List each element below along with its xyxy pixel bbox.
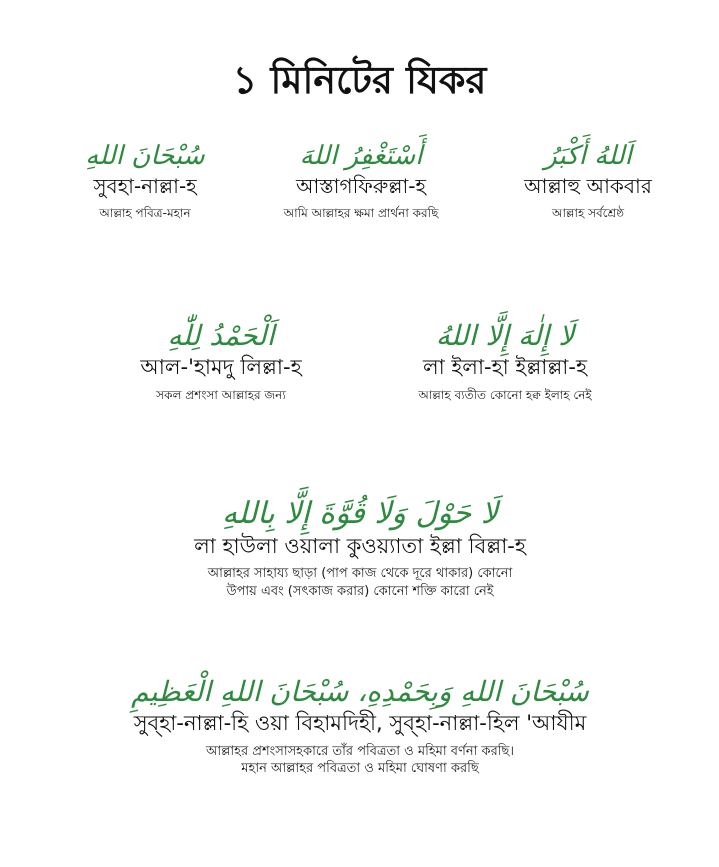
- dhikr-card-astaghfirullah: [245, 140, 477, 221]
- transliteration-text: লা হাউলা ওয়ালা কুওয়্যাতা ইল্লা বিল্লা-হ: [194, 534, 526, 558]
- arabic-text: لَا حَوْلَ وَلَا قُوَّةَ إِلَّا بِاللهِ: [222, 496, 498, 531]
- arabic-text: أَسْتَغْفِرُ اللهَ: [299, 141, 423, 171]
- meaning-text: [468, 205, 708, 221]
- meaning-line: আল্লাহ সর্বশ্রেষ্ঠ: [551, 205, 625, 220]
- arabic-text: سُبْحَانَ اللهِ: [85, 141, 205, 171]
- dhikr-card-la-ilaha-illallah: [355, 318, 655, 403]
- dhikr-card-subhanallah: [40, 140, 250, 221]
- arabic-text: اَللهُ أَكْبَرُ: [544, 141, 632, 171]
- meaning-line: আল্লাহ ব্যতীত কোনো হক্ব ইলাহ নেই: [418, 387, 592, 402]
- dhikr-card-subhanallahi-wa-bihamdihi: [20, 674, 700, 778]
- dhikr-card-allahu-akbar: [468, 140, 708, 221]
- transliteration-text: আস্তাগফিরুল্লা-হ: [295, 173, 427, 198]
- arabic-text: اَلْحَمْدُ لِلّٰهِ: [167, 319, 275, 352]
- meaning-text: [40, 205, 250, 221]
- transliteration-text: সুব্হা-নাল্লা-হি ওয়া বিহামদিহী, সুব্হা-নাল্লা-হিল 'আযীম: [133, 711, 587, 736]
- meaning-line: আল্লাহর প্রশংসাসহকারে তাঁর পবিত্রতা ও মহিমা বর্ণনা করছি।: [205, 743, 515, 759]
- arabic-text: لَا إِلٰهَ إِلَّا اللهُ: [435, 319, 575, 352]
- transliteration-text: লা ইলা-হা ইল্লাল্লা-হ: [422, 355, 588, 380]
- transliteration-text: সুবহা-নাল্লা-হ: [93, 173, 197, 198]
- meaning-line: সকল প্রশংসা আল্লাহর জন্য: [156, 387, 286, 402]
- meaning-line: আল্লাহ পবিত্র-মহান: [99, 205, 191, 220]
- meaning-line: আল্লাহর সাহায্য ছাড়া (পাপ কাজ থেকে দূরে থাকার) কোনো: [207, 566, 513, 582]
- transliteration-text: আল-'হামদু লিল্লা-হ: [140, 355, 302, 380]
- arabic-text: سُبْحَانَ اللهِ وَبِحَمْدِهِ، سُبْحَانَ اللهِ الْعَظِيمِ: [131, 675, 589, 708]
- meaning-line: আমি আল্লাহর ক্ষমা প্রার্থনা করছি: [283, 205, 439, 220]
- meaning-text: [355, 387, 655, 403]
- page-title: ১ মিনিটের যিকর: [232, 58, 487, 102]
- meaning-text: [20, 743, 700, 778]
- transliteration-text: আল্লাহু আকবার: [524, 173, 652, 198]
- meaning-text: [245, 205, 477, 221]
- meaning-text: [90, 565, 630, 600]
- meaning-line: উপায় এবং (সৎকাজ করার) কোনো শক্তি কারো নেই: [226, 583, 494, 599]
- meaning-line: মহান আল্লাহর পবিত্রতা ও মহিমা ঘোষণা করছি: [241, 761, 479, 777]
- dhikr-card-la-hawla: [90, 494, 630, 600]
- meaning-text: [90, 387, 352, 403]
- dhikr-card-alhamdulillah: [90, 318, 352, 403]
